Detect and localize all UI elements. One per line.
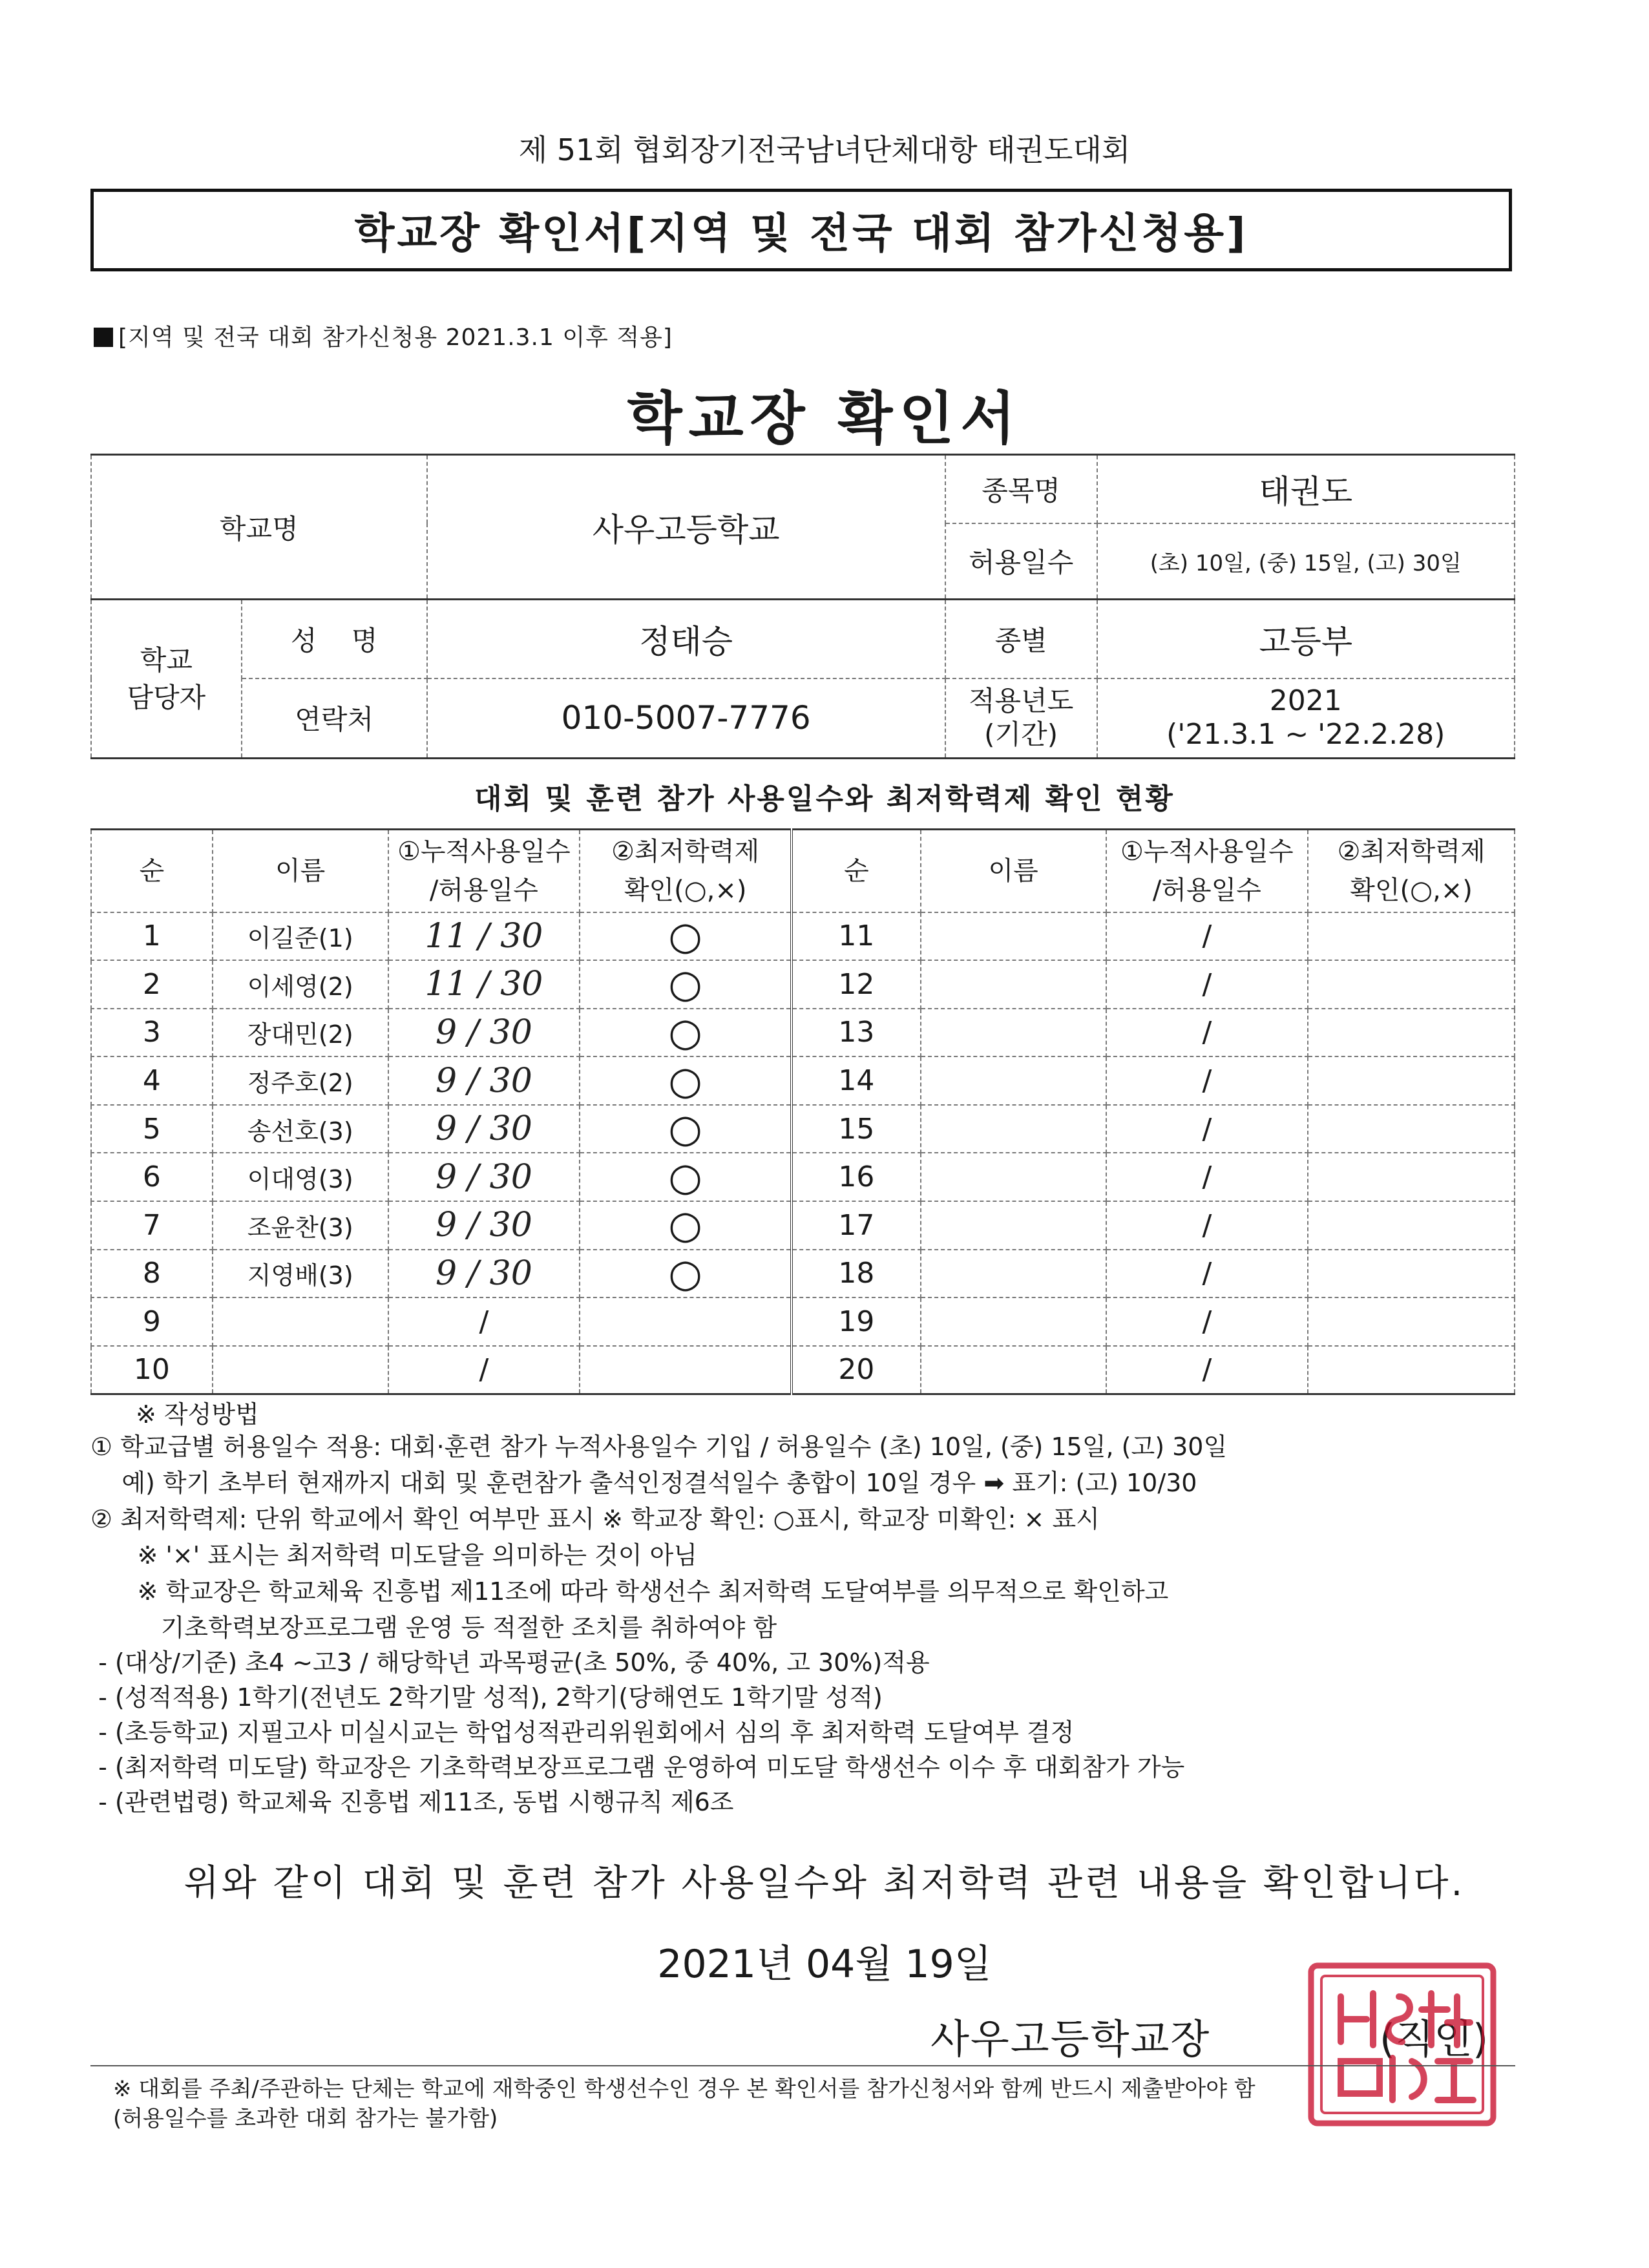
confirmation-statement: 위와 같이 대회 및 훈련 참가 사용일수와 최저학력 관련 내용을 확인합니다. xyxy=(184,1862,1465,1904)
footer-divider xyxy=(90,2065,1515,2066)
table-row xyxy=(91,1153,1515,1201)
row-days: / xyxy=(1106,1105,1308,1153)
row-days: / xyxy=(1106,1250,1308,1298)
row-check xyxy=(1308,912,1515,961)
school-info-table xyxy=(90,454,1515,759)
check-mark: ○ xyxy=(668,913,702,959)
manager-name-label: 성 명 xyxy=(242,600,427,678)
row-name xyxy=(921,1056,1106,1105)
header-days-right: ①누적사용일수 /허용일수 xyxy=(1106,830,1308,912)
row-no: 17 xyxy=(792,1201,921,1250)
row-check xyxy=(1308,1056,1515,1105)
guide-line: - (대상/기준) 초4 ~고3 / 해당학년 과목평균(초 50%, 중 40%, 고 30%)적용 xyxy=(90,1648,930,1677)
row-no: 1 xyxy=(91,912,213,961)
year-value: 2021 ('21.3.1 ~ '22.2.28) xyxy=(1097,678,1515,759)
row-name: 송선호(3) xyxy=(213,1105,388,1153)
black-square-icon xyxy=(94,328,113,347)
row-name: 조윤찬(3) xyxy=(213,1201,388,1250)
row-days: 9 / 30 xyxy=(388,1009,580,1057)
year-label: 적용년도 (기간) xyxy=(945,678,1097,759)
table-row xyxy=(91,1297,1515,1346)
guide-line: ② 최저학력제: 단위 학교에서 확인 여부만 표시 ※ 학교장 확인: ○표시, 학교장 미확인: × 표시 xyxy=(90,1505,1100,1533)
row-name xyxy=(213,1297,388,1346)
participants-table xyxy=(90,828,1515,1395)
row-name xyxy=(921,1009,1106,1057)
row-days: / xyxy=(1106,960,1308,1009)
row-days: / xyxy=(1106,1297,1308,1346)
check-mark: ○ xyxy=(668,1202,702,1248)
table-row xyxy=(91,1201,1515,1250)
row-days: 9 / 30 xyxy=(388,1250,580,1298)
row-no: 8 xyxy=(91,1250,213,1298)
row-no: 9 xyxy=(91,1297,213,1346)
principal-title: 사우고등학교장 xyxy=(930,2015,1211,2063)
table-row xyxy=(91,1346,1515,1394)
row-no: 14 xyxy=(792,1056,921,1105)
row-name: 이세영(2) xyxy=(213,960,388,1009)
table-row xyxy=(91,912,1515,961)
row-no: 5 xyxy=(91,1105,213,1153)
form-notice xyxy=(94,319,673,352)
footer-line-1: ※ 대회를 주최/주관하는 단체는 학교에 재학중인 학생선수인 경우 본 확인서를 참가신청서와 함께 반드시 제출받아야 함 xyxy=(113,2076,1255,2102)
division-value: 고등부 xyxy=(1097,600,1515,678)
row-name xyxy=(921,1105,1106,1153)
check-mark: ○ xyxy=(668,1154,702,1200)
row-check xyxy=(580,912,792,961)
row-name xyxy=(921,1250,1106,1298)
competition-title: 제 51회 협회장기전국남녀단체대항 태권도대회 xyxy=(518,132,1131,167)
issue-date: 2021년 04월 19일 xyxy=(657,1942,992,1987)
row-days: / xyxy=(388,1346,580,1394)
document-title: 학교장 확인서 xyxy=(627,385,1022,452)
header-no-left: 순 xyxy=(91,830,213,912)
row-no: 3 xyxy=(91,1009,213,1057)
row-check xyxy=(1308,1105,1515,1153)
row-no: 12 xyxy=(792,960,921,1009)
check-mark: ○ xyxy=(668,1250,702,1296)
row-check xyxy=(1308,1297,1515,1346)
guide-line: ① 학교급별 허용일수 적용: 대회·훈련 참가 누적사용일수 기입 / 허용일수 (초) 10일, (중) 15일, (고) 30일 xyxy=(90,1433,1228,1461)
row-no: 16 xyxy=(792,1153,921,1201)
row-check xyxy=(580,1009,792,1057)
row-days: / xyxy=(1106,1009,1308,1057)
row-check xyxy=(580,1250,792,1298)
row-days: 9 / 30 xyxy=(388,1153,580,1201)
row-days: / xyxy=(1106,1153,1308,1201)
check-mark: ○ xyxy=(668,1106,702,1152)
row-check xyxy=(580,1297,792,1346)
official-seal-icon xyxy=(1302,1958,1502,2132)
row-no: 7 xyxy=(91,1201,213,1250)
header-check-right: ②최저학력제 확인(○,×) xyxy=(1308,830,1515,912)
event-label: 종목명 xyxy=(945,455,1097,523)
row-name: 지영배(3) xyxy=(213,1250,388,1298)
division-label: 종별 xyxy=(945,600,1097,678)
row-check xyxy=(580,1201,792,1250)
table-row xyxy=(91,1009,1515,1057)
row-no: 19 xyxy=(792,1297,921,1346)
row-no: 6 xyxy=(91,1153,213,1201)
row-check xyxy=(1308,1009,1515,1057)
table-row xyxy=(91,1105,1515,1153)
header-days-left: ①누적사용일수 /허용일수 xyxy=(388,830,580,912)
table-row xyxy=(91,1056,1515,1105)
row-days: 9 / 30 xyxy=(388,1201,580,1250)
row-name: 이대영(3) xyxy=(213,1153,388,1201)
seal-label: (직인) xyxy=(1380,2015,1489,2063)
guide-line: 예) 학기 초부터 현재까지 대회 및 훈련참가 출석인정결석일수 총합이 10일 경우 ➡ 표기: (고) 10/30 xyxy=(90,1469,1197,1497)
footer-note xyxy=(113,2074,1255,2134)
row-no: 18 xyxy=(792,1250,921,1298)
footer-line-2: (허용일수를 초과한 대회 참가는 불가함) xyxy=(113,2106,498,2132)
row-days: / xyxy=(1106,1201,1308,1250)
row-name xyxy=(921,960,1106,1009)
guide-title: ※ 작성방법 xyxy=(136,1400,259,1429)
row-check xyxy=(1308,1201,1515,1250)
row-name xyxy=(921,1297,1106,1346)
row-no: 10 xyxy=(91,1346,213,1394)
manager-label: 학교 담당자 xyxy=(91,600,242,759)
row-days: 11 / 30 xyxy=(388,912,580,961)
row-no: 11 xyxy=(792,912,921,961)
guide-line: - (성적적용) 1학기(전년도 2학기말 성적), 2학기(당해연도 1학기말 성적) xyxy=(90,1683,883,1712)
row-check xyxy=(1308,1346,1515,1394)
table-row xyxy=(91,1250,1515,1298)
header-name-left: 이름 xyxy=(213,830,388,912)
header-check-left: ②최저학력제 확인(○,×) xyxy=(580,830,792,912)
guide-line: - (초등학교) 지필고사 미실시교는 학업성적관리위원회에서 심의 후 최저학력 도달여부 결정 xyxy=(90,1718,1075,1747)
guide-line: 기초학력보장프로그램 운영 등 적절한 조치를 취하여야 함 xyxy=(90,1613,777,1642)
guide-line: - (관련법령) 학교체육 진흥법 제11조, 동법 시행규칙 제6조 xyxy=(90,1788,734,1816)
school-name-value: 사우고등학교 xyxy=(427,455,945,600)
row-name: 이길준(1) xyxy=(213,912,388,961)
row-name xyxy=(921,1201,1106,1250)
row-name xyxy=(921,1346,1106,1394)
row-name xyxy=(921,1153,1106,1201)
row-no: 20 xyxy=(792,1346,921,1394)
event-value: 태권도 xyxy=(1097,455,1515,523)
row-check xyxy=(580,1056,792,1105)
row-check xyxy=(1308,1153,1515,1201)
row-days: / xyxy=(1106,1056,1308,1105)
row-name xyxy=(921,912,1106,961)
allowed-days-label: 허용일수 xyxy=(945,523,1097,600)
row-name: 장대민(2) xyxy=(213,1009,388,1057)
row-days: / xyxy=(388,1297,580,1346)
section-heading: 대회 및 훈련 참가 사용일수와 최저학력제 확인 현황 xyxy=(474,782,1175,815)
row-check xyxy=(580,1105,792,1153)
row-check xyxy=(580,1346,792,1394)
row-name xyxy=(213,1346,388,1394)
school-name-label: 학교명 xyxy=(91,455,427,600)
contact-value: 010-5007-7776 xyxy=(427,678,945,759)
guide-line: ※ 학교장은 학교체육 진흥법 제11조에 따라 학생선수 최저학력 도달여부를 의무적으로 확인하고 xyxy=(90,1577,1169,1606)
row-days: / xyxy=(1106,912,1308,961)
guide-line: ※ '×' 표시는 최저학력 미도달을 의미하는 것이 아님 xyxy=(90,1541,698,1570)
check-mark: ○ xyxy=(668,1058,702,1104)
check-mark: ○ xyxy=(668,961,702,1007)
form-banner: 학교장 확인서[지역 및 전국 대회 참가신청용] xyxy=(90,189,1512,271)
row-name: 정주호(2) xyxy=(213,1056,388,1105)
table-row xyxy=(91,960,1515,1009)
guide-line: - (최저학력 미도달) 학교장은 기초학력보장프로그램 운영하여 미도달 학생선수 이수 후 대회참가 가능 xyxy=(90,1753,1185,1781)
check-mark: ○ xyxy=(668,1009,702,1055)
row-days: 9 / 30 xyxy=(388,1056,580,1105)
row-days: 11 / 30 xyxy=(388,960,580,1009)
contact-label: 연락처 xyxy=(242,678,427,759)
header-name-right: 이름 xyxy=(921,830,1106,912)
row-no: 15 xyxy=(792,1105,921,1153)
manager-name-value: 정태승 xyxy=(427,600,945,678)
row-check xyxy=(580,1153,792,1201)
notice-text: [지역 및 전국 대회 참가신청용 2021.3.1 이후 적용] xyxy=(118,324,673,351)
row-check xyxy=(1308,1250,1515,1298)
row-no: 4 xyxy=(91,1056,213,1105)
row-check xyxy=(580,960,792,1009)
row-days: 9 / 30 xyxy=(388,1105,580,1153)
header-no-right: 순 xyxy=(792,830,921,912)
row-no: 13 xyxy=(792,1009,921,1057)
row-no: 2 xyxy=(91,960,213,1009)
row-check xyxy=(1308,960,1515,1009)
row-days: / xyxy=(1106,1346,1308,1394)
allowed-days-value: (초) 10일, (중) 15일, (고) 30일 xyxy=(1097,523,1515,600)
